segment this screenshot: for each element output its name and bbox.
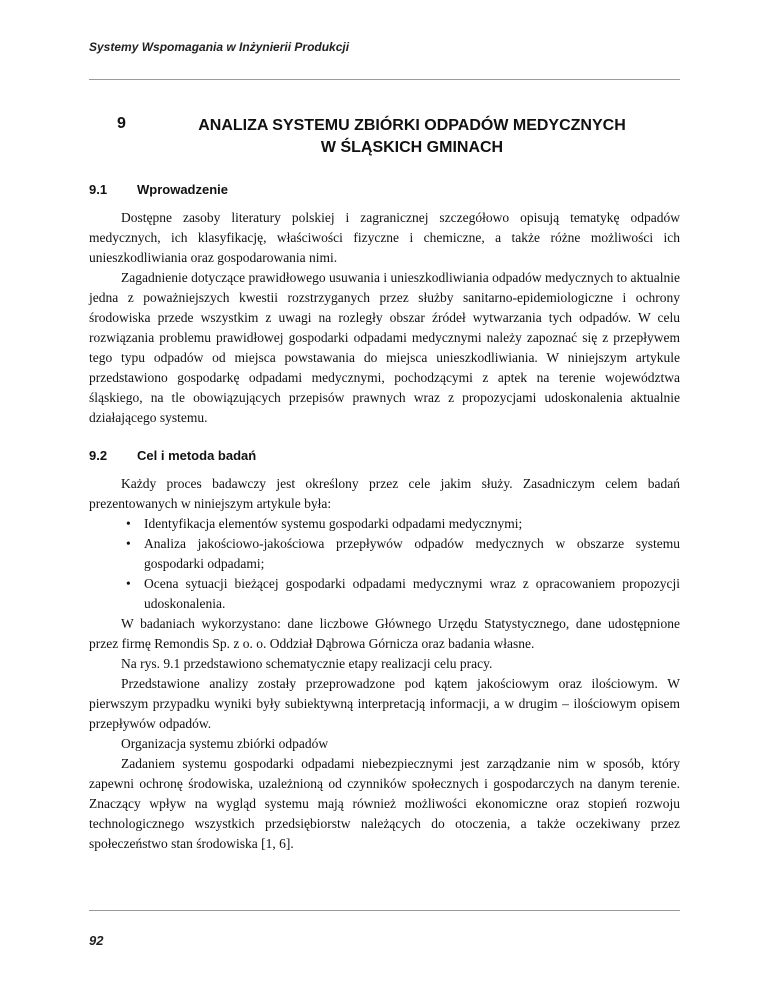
chapter-title-line-1: ANALIZA SYSTEMU ZBIÓRKI ODPADÓW MEDYCZNYCH (198, 117, 626, 134)
paragraph: Przedstawione analizy zostały przeprowadzone pod kątem jakościowym oraz ilościowym. W pierwszym przypadku wyniki były subiektywną interpretacją informacji, a w drugim – ilościowym opisem przepływów odpadów. (89, 676, 680, 731)
paragraph: Zadaniem systemu gospodarki odpadami niebezpiecznymi jest zarządzanie nim w sposób, który zapewni ochronę środowiska, uzależnioną od czynników społecznych i gospodarczych na danym terenie. Znaczący wpływ na wygląd systemu mają również możliwości ekonomiczne oraz stopień rozwoju technologicznego wszystkich przedsiębiorstw należących do otoczenia, a także oczekiwany przez społeczeństwo stan środowiska [1, 6]. (89, 756, 680, 851)
section-body-9-2 (89, 474, 680, 854)
header-rule (89, 79, 680, 80)
section-title: Wprowadzenie (137, 182, 229, 197)
page-number: 92 (89, 933, 104, 948)
list-item (89, 514, 680, 534)
section-number: 9.2 (89, 448, 108, 463)
list-item (89, 574, 680, 614)
section-title: Cel i metoda badań (137, 448, 257, 463)
bullet-icon: • (126, 516, 131, 531)
subheading-paragraph: Organizacja systemu zbiórki odpadów (121, 736, 329, 751)
paragraph: W badaniach wykorzystano: dane liczbowe Głównego Urzędu Statystycznego, dane udostępnione przez firmę Remondis Sp. z o. o. Oddział Dąbrowa Górnicza oraz badania własne. (89, 616, 680, 651)
paragraph: Na rys. 9.1 przedstawiono schematycznie etapy realizacji celu pracy. (121, 656, 493, 671)
bullet-icon: • (126, 536, 131, 551)
bullet-list (89, 514, 680, 614)
paragraph: Dostępne zasoby literatury polskiej i zagranicznej szczegółowo opisują tematykę odpadów medycznych, ich klasyfikację, właściwości fizyczne i chemiczne, a także różne możliwości ich unieszkodliwiania oraz gospodarowania nimi. (89, 210, 680, 265)
section-body-9-1 (89, 208, 680, 428)
paragraph: Każdy proces badawczy jest określony przez cele jakim służy. Zasadniczym celem badań prezentowanych w niniejszym artykule była: (89, 476, 680, 511)
paragraph: Zagadnienie dotyczące prawidłowego usuwania i unieszkodliwiania odpadów medycznych to aktualnie jedna z poważniejszych kwestii rozstrzyganych przez służby sanitarno-epidemiologiczne i ochrony środowiska przede wszystkim z uwagi na rozległy obszar źródeł wytwarzania tych odpadów. W celu rozwiązania problemu prawidłowej gospodarki odpadami medycznymi należy zapoznać się z przepływem tego typu odpadów od miejsca powstawania do miejsca unieszkodliwiania. W niniejszym artykule przedstawiono gospodarkę odpadami medycznymi, pochodzącymi z aptek na terenie województwa śląskiego, na tle obowiązujących przepisów prawnych wraz z propozycjami udoskonalenia aktualnie działającego systemu. (89, 270, 680, 425)
list-item-text: Analiza jakościowo-jakościowa przepływów odpadów medycznych w obszarze systemu gospodarki odpadami; (144, 536, 680, 571)
bullet-icon: • (126, 576, 131, 591)
chapter-title-line-2: W ŚLĄSKICH GMINACH (320, 139, 504, 156)
section-number: 9.1 (89, 182, 108, 197)
running-head: Systemy Wspomagania w Inżynierii Produkcji (89, 40, 350, 54)
list-item-text: Ocena sytuacji bieżącej gospodarki odpadami medycznymi wraz z opracowaniem propozycji udoskonalenia. (144, 576, 680, 611)
chapter-number: 9 (117, 115, 126, 132)
list-item (89, 534, 680, 574)
chapter-title (144, 115, 680, 159)
footer-rule (89, 910, 680, 911)
list-item-text: Identyfikacja elementów systemu gospodarki odpadami medycznymi; (144, 516, 523, 531)
